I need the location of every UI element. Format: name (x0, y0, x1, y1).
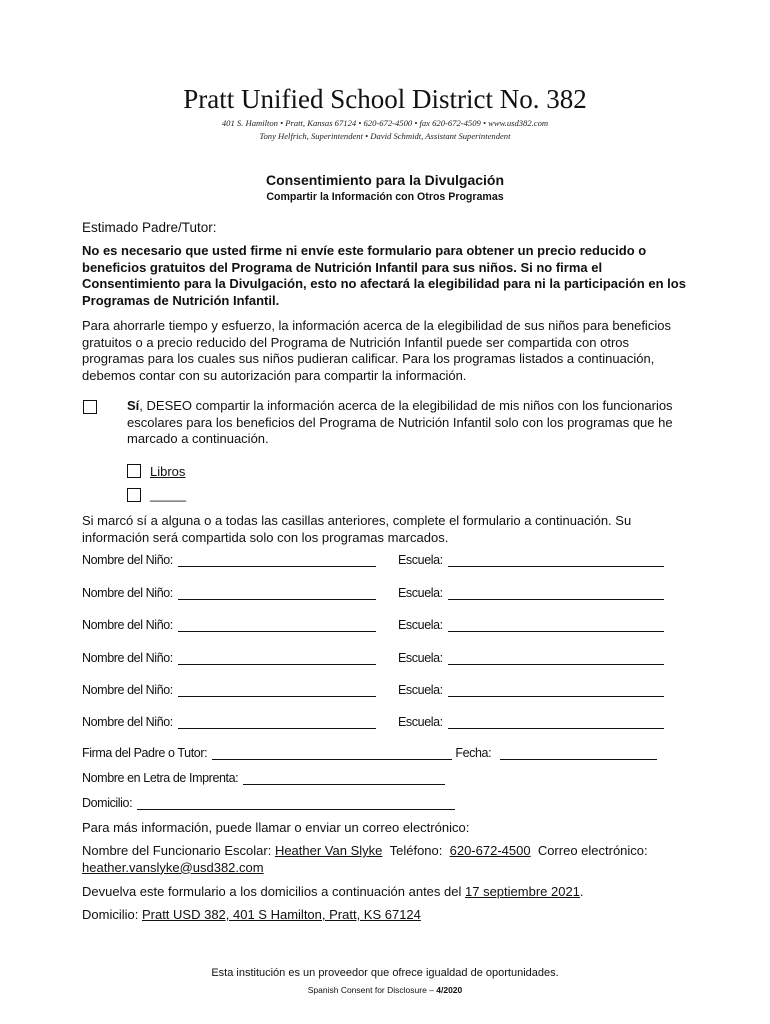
form-id-line (0, 985, 770, 995)
child-row-6 (82, 715, 376, 729)
child-name-label: Nombre del Niño: (82, 553, 173, 567)
official-contact (82, 843, 702, 876)
child-name-label: Nombre del Niño: (82, 683, 173, 697)
district-staff: Tony Helfrich, Superintendent • David Schmidt, Assistant Superintendent (259, 131, 511, 141)
form-date: 4/2020 (436, 985, 463, 995)
district-address: 401 S. Hamilton • Pratt, Kansas 67124 • 620-672-4500 • fax 620-672-4509 • www.usd382.com (221, 118, 549, 128)
child-row-4 (82, 651, 376, 665)
address-field[interactable] (137, 796, 455, 810)
school-label: Escuela: (398, 553, 443, 567)
school-field[interactable] (448, 553, 664, 567)
program-other-checkbox[interactable] (127, 488, 141, 502)
email-link[interactable]: heather.vanslyke@usd382.com (82, 859, 264, 875)
return-address-line (82, 907, 702, 924)
school-field[interactable] (448, 618, 664, 632)
signature-field[interactable] (212, 746, 452, 760)
printed-name-field[interactable] (243, 771, 445, 785)
program-libros-label: Libros (150, 464, 186, 479)
child-name-field[interactable] (178, 683, 376, 697)
instructions: Si marcó sí a alguna o a todas las casillas anteriores, complete el formulario a continuación. Su información será compartida solo con los programas marcados. (82, 513, 632, 545)
equal-opportunity-statement: Esta institución es un proveedor que ofrece igualdad de oportunidades. (211, 967, 559, 979)
official-name: Heather Van Slyke (274, 843, 383, 858)
date-field[interactable] (500, 746, 657, 760)
consent-statement: , DESEO compartir la información acerca de la elegibilidad de mis niños con los funcionarios escolares para los beneficios del Programa de Nutrición Infantil solo con los programas que he marcado a continuación. (127, 398, 673, 446)
school-label: Escuela: (398, 683, 443, 697)
return-date: 17 septiembre 2021 (465, 884, 580, 899)
school-row-5 (398, 683, 664, 697)
school-field[interactable] (448, 715, 664, 729)
child-row-2 (82, 586, 376, 600)
child-name-field[interactable] (178, 651, 376, 665)
phone-label: Teléfono: (389, 843, 443, 858)
official-label: Nombre del Funcionario Escolar: (82, 843, 272, 858)
district-title: Pratt Unified School District No. 382 (183, 84, 587, 114)
school-row-4 (398, 651, 664, 665)
consent-yes-checkbox[interactable] (83, 400, 97, 414)
school-row-3 (398, 618, 664, 632)
return-text: Devuelva este formulario a los domicilios a continuación antes del (82, 884, 462, 899)
greeting: Estimado Padre/Tutor: (82, 220, 217, 235)
intro-paragraph: Para ahorrarle tiempo y esfuerzo, la información acerca de la elegibilidad de sus niños para beneficios gratuitos o a precio reducido del Programa de Nutrición Infantil puede ser compartida con otros programas para los cuales sus niños pudieran calificar. Para los programas listados a continuación, debemos contar con su autorización para compartir la información. (82, 318, 671, 383)
child-name-field[interactable] (178, 715, 376, 729)
child-name-label: Nombre del Niño: (82, 586, 173, 600)
program-other-label: _____ (150, 487, 187, 502)
form-name: Spanish Consent for Disclosure – (307, 985, 434, 995)
school-label: Escuela: (398, 651, 443, 665)
child-row-3 (82, 618, 376, 632)
school-label: Escuela: (398, 586, 443, 600)
child-name-label: Nombre del Niño: (82, 651, 173, 665)
child-name-label: Nombre del Niño: (82, 618, 173, 632)
child-row-1 (82, 553, 376, 567)
phone-number[interactable]: 620-672-4500 (449, 843, 531, 858)
address-label: Domicilio: (82, 796, 133, 810)
date-label: Fecha: (455, 746, 492, 760)
school-row-2 (398, 586, 664, 600)
signature-row (82, 746, 657, 760)
school-row-6 (398, 715, 664, 729)
printed-name-label: Nombre en Letra de Imprenta: (82, 771, 239, 785)
school-row-1 (398, 553, 664, 567)
printed-name-row (82, 771, 445, 785)
bold-notice: No es necesario que usted firme ni envíe este formulario para obtener un precio reducido o beneficios gratuitos del Programa de Nutrición Infantil para sus niños. Si no firma el Consentimiento para la Divulgación, esto no afectará la elegibilidad para ni la participación en los Programas de Nutrición Infantil. (82, 243, 686, 308)
school-label: Escuela: (398, 715, 443, 729)
info-line: Para más información, puede llamar o enviar un correo electrónico: (82, 820, 470, 835)
return-period: . (579, 884, 584, 899)
form-subtitle: Compartir la Información con Otros Programas (266, 191, 504, 203)
child-name-field[interactable] (178, 553, 376, 567)
return-address: Pratt USD 382, 401 S Hamilton, Pratt, KS 67124 (141, 907, 421, 922)
form-title: Consentimiento para la Divulgación (265, 172, 505, 188)
consent-yes-word: Sí (127, 398, 140, 413)
school-field[interactable] (448, 586, 664, 600)
school-field[interactable] (448, 651, 664, 665)
return-instructions (82, 884, 702, 901)
address-row (82, 796, 455, 810)
child-name-field[interactable] (178, 586, 376, 600)
child-name-field[interactable] (178, 618, 376, 632)
program-libros-checkbox[interactable] (127, 464, 141, 478)
return-address-label: Domicilio: (82, 907, 139, 922)
consent-text (127, 398, 687, 448)
child-row-5 (82, 683, 376, 697)
school-label: Escuela: (398, 618, 443, 632)
child-name-label: Nombre del Niño: (82, 715, 173, 729)
signature-label: Firma del Padre o Tutor: (82, 746, 208, 760)
email-label: Correo electrónico: (537, 843, 648, 858)
school-field[interactable] (448, 683, 664, 697)
